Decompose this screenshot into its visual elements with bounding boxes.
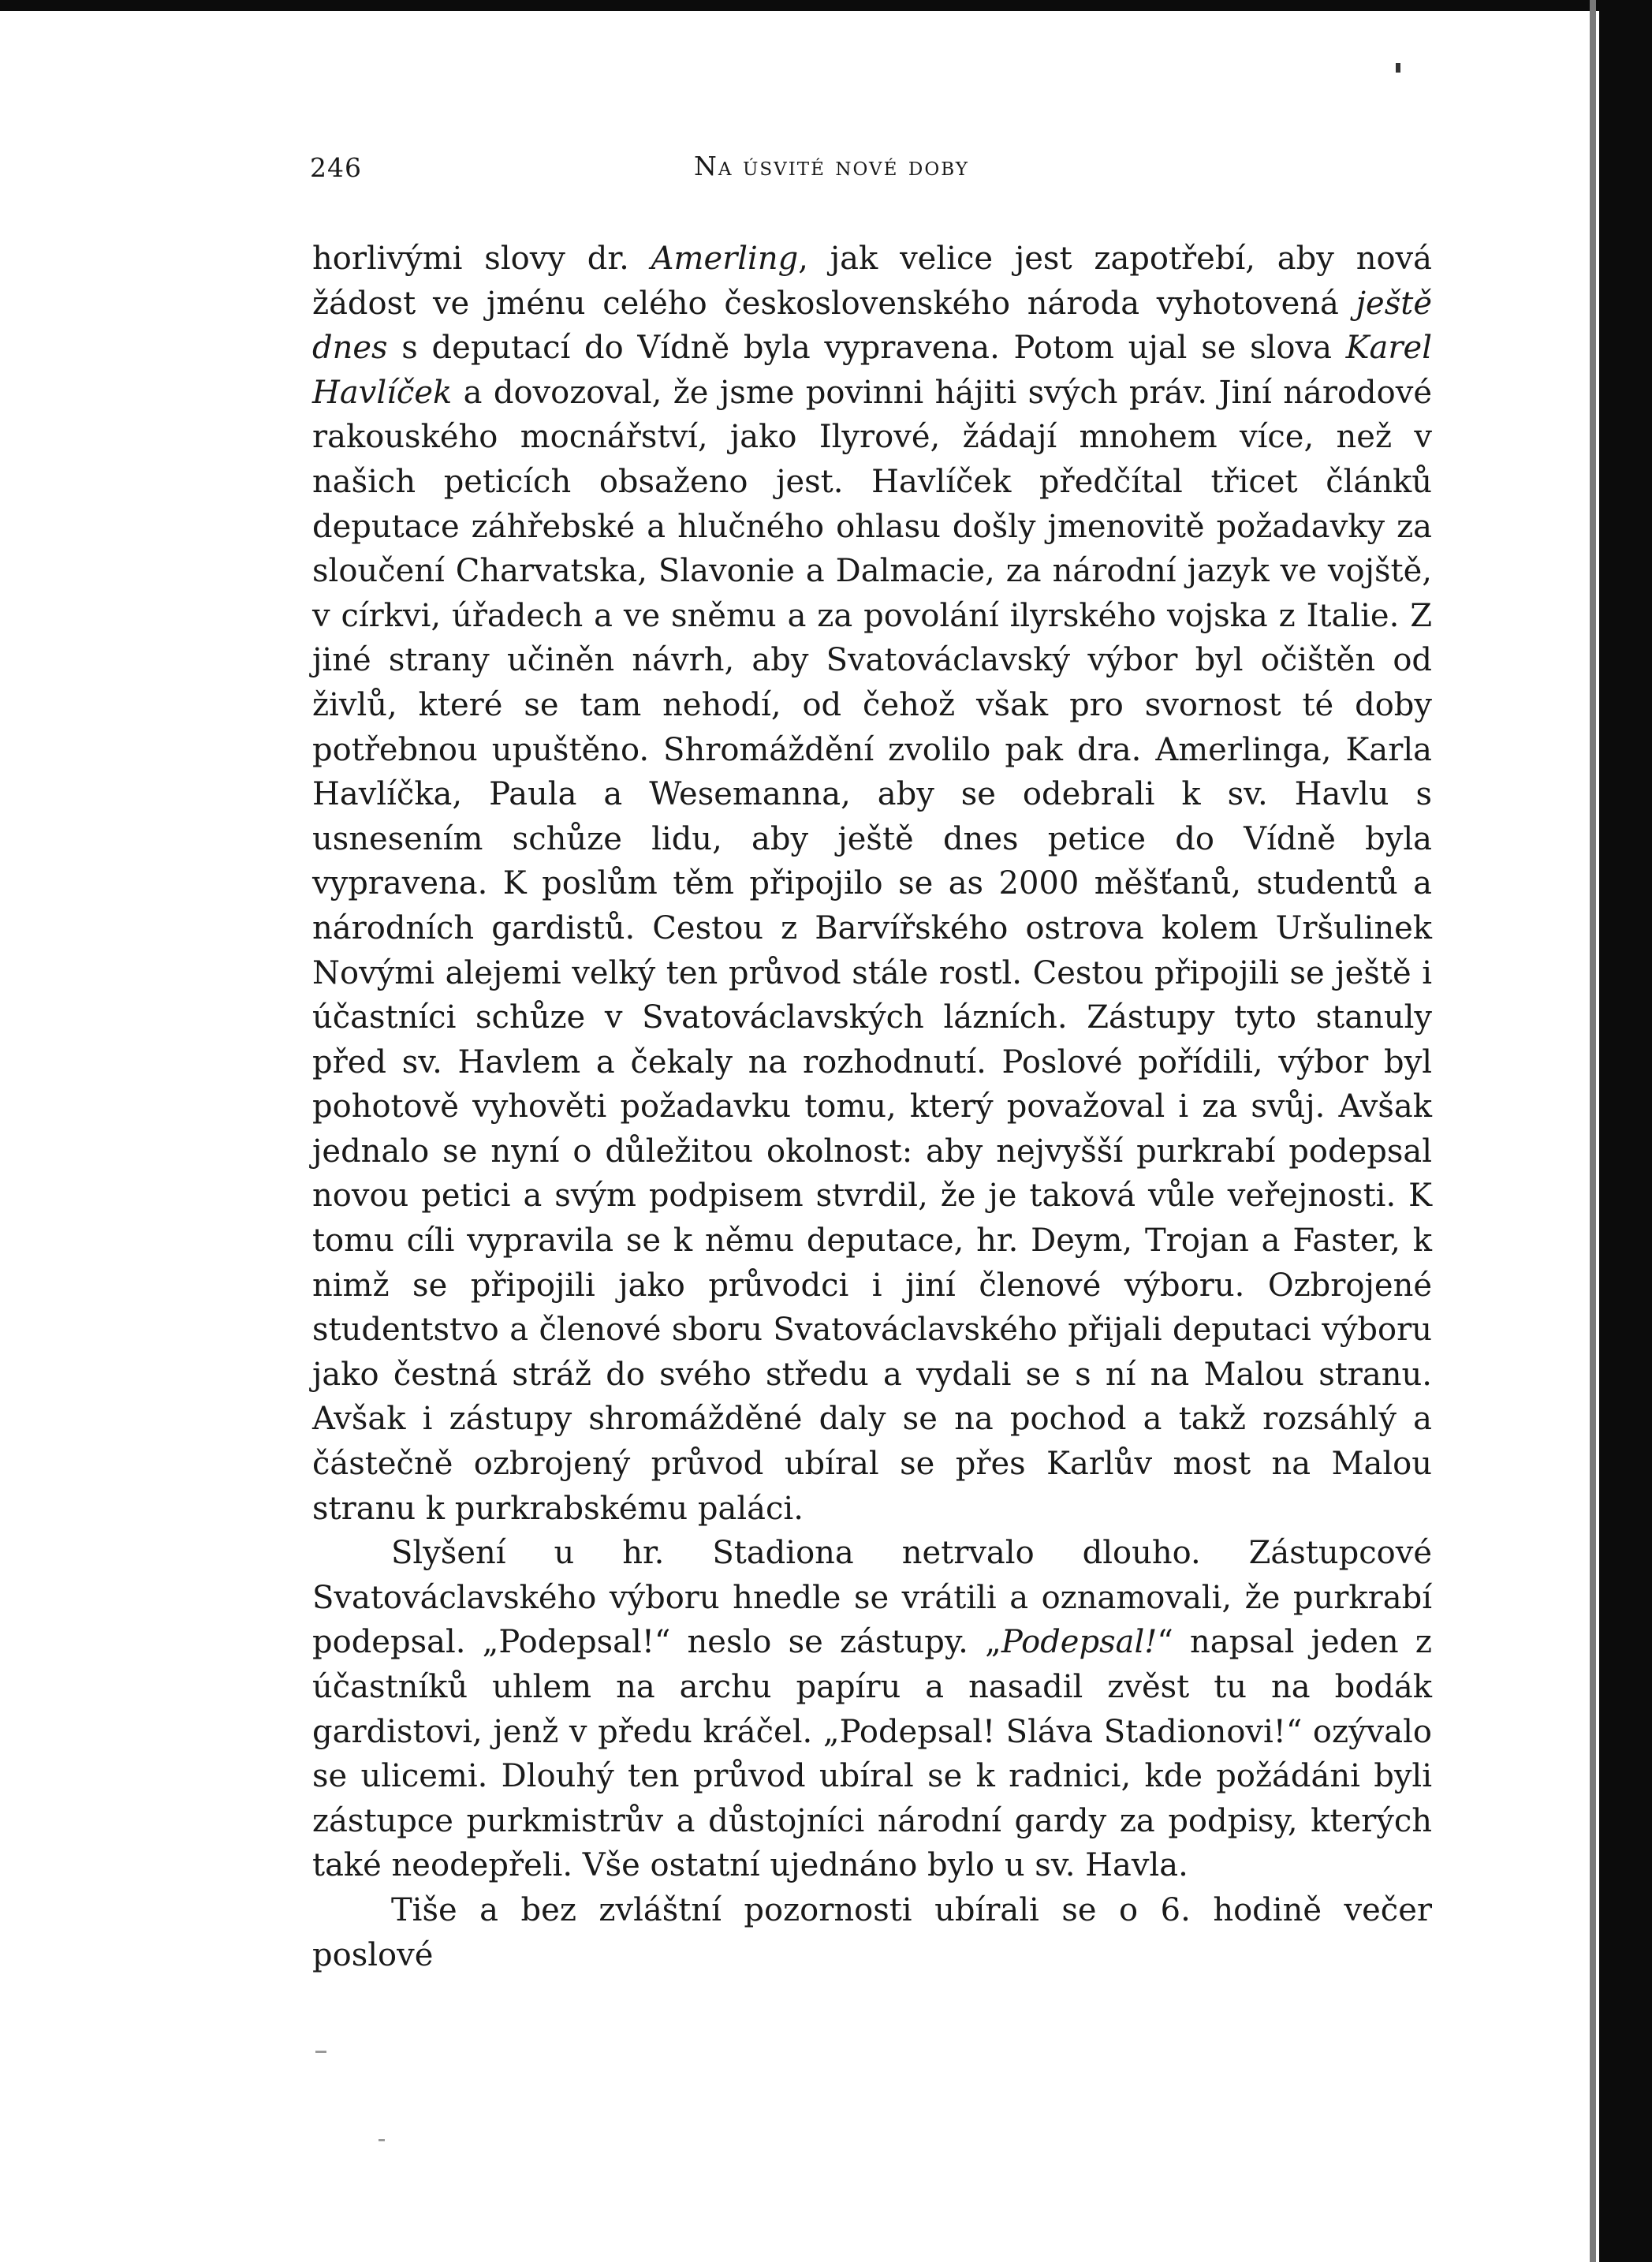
text-run: horlivými slovy dr. <box>312 241 651 277</box>
paragraph-2 <box>312 1531 1432 1888</box>
scan-speck <box>379 2139 385 2141</box>
emphasis-karel-havlicek: Karel Havlíček <box>312 330 1432 411</box>
running-head: Na úsvité nové doby <box>694 151 969 181</box>
text-run: “ napsal jeden z účastníků uhlem na archu papíru a nasadil zvěst tu na bodák gardistovi, jenž v předu kráčel. „Podepsal! Sláva Stadionovi!“ ozývalo se ulicemi. Dlouhý ten průvod ubíral se k radnici, kde požádáni byli zástupce purkmistrův a důstojníci národní gardy za podpisy, kterých také neodepřeli. Vše ostatní ujednáno bylo u sv. Havla. <box>312 1624 1432 1884</box>
emphasis-amerling: Amerling <box>651 241 799 277</box>
page-number: 246 <box>310 152 362 183</box>
text-run: Slyšení u hr. Stadiona netrvalo dlouho. Zástupcové Svatováclavského výboru hnedle se vrátili a oznamovali, že purkrabí podepsal. „Podepsal!“ neslo se zástupy. „ <box>312 1535 1432 1661</box>
scan-border-top <box>0 0 1652 11</box>
text-run: s deputací do Vídně byla vypravena. Potom ujal se slova <box>387 330 1346 367</box>
body-text <box>312 237 1432 1977</box>
emphasis-jeste-dnes: ještě dnes <box>312 285 1432 367</box>
paragraph-3 <box>312 1888 1432 1977</box>
text-run: , jak velice jest zapotřebí, aby nová žádost ve jménu celého československého národa vyhotovená <box>312 241 1432 322</box>
scan-border-right <box>1599 0 1652 2262</box>
emphasis-podepsal: Podepsal! <box>1001 1624 1158 1661</box>
scan-speck <box>315 2051 326 2053</box>
paragraph-1 <box>312 237 1432 1531</box>
scan-border-right-shadow <box>1590 0 1596 2262</box>
scan-speck <box>1396 63 1400 73</box>
text-run: Tiše a bez zvláštní pozornosti ubírali se o 6. hodině večer poslové <box>312 1891 1432 1973</box>
text-run: a dovozoval, že jsme povinni hájiti svých práv. Jiní národové rakouského mocnářství, jako Ilyrové, žádají mnohem více, než v našich peticích obsaženo jest. Havlíček předčítal třicet článků deputace záhřebské a hlučného ohlasu došly jmenovitě požadavky za sloučení Charvatska, Slavonie a Dalmacie, za národní jazyk ve vojště, v církvi, úřadech a ve sněmu a za povolání ilyrského vojska z Italie. Z jiné strany učiněn návrh, aby Svatováclavský výbor byl očištěn od živlů, které se tam nehodí, od čehož však pro svornost té doby potřebnou upuštěno. Shromáždění zvolilo pak dra. Amerlinga, Karla Havlíčka, Paula a Wesemanna, aby se odebrali k sv. Havlu s usnesením schůze lidu, aby ještě dnes petice do Vídně byla vypravena. K poslům těm připojilo se as 2000 měšťanů, studentů a národních gardistů. Cestou z Barvířského ostrova kolem Uršulinek Novými alejemi velký ten průvod stále rostl. Cestou připojili se ještě i účastníci schůze v Svatováclavských lázních. Zástupy tyto stanuly před sv. Havlem a čekaly na rozhodnutí. Poslové pořídili, výbor byl pohotově vyhověti požadavku tomu, který považoval i za svůj. Avšak jednalo se nyní o důležitou okolnost: aby nejvyšší purkrabí podepsal novou petici a svým podpisem stvrdil, že je taková vůle veřejnosti. K tomu cíli vypravila se k němu deputace, hr. Deym, Trojan a Faster, k nimž se připojili jako průvodci i jiní členové výboru. Ozbrojené studentstvo a členové sboru Svatováclavského přijali deputaci výboru jako čestná stráž do svého středu a vydali se s ní na Malou stranu. Avšak i zástupy shromážděné daly se na pochod a takž rozsáhlý a částečně ozbrojený průvod ubíral se přes Karlův most na Malou stranu k purkrabskému paláci. <box>312 374 1432 1527</box>
